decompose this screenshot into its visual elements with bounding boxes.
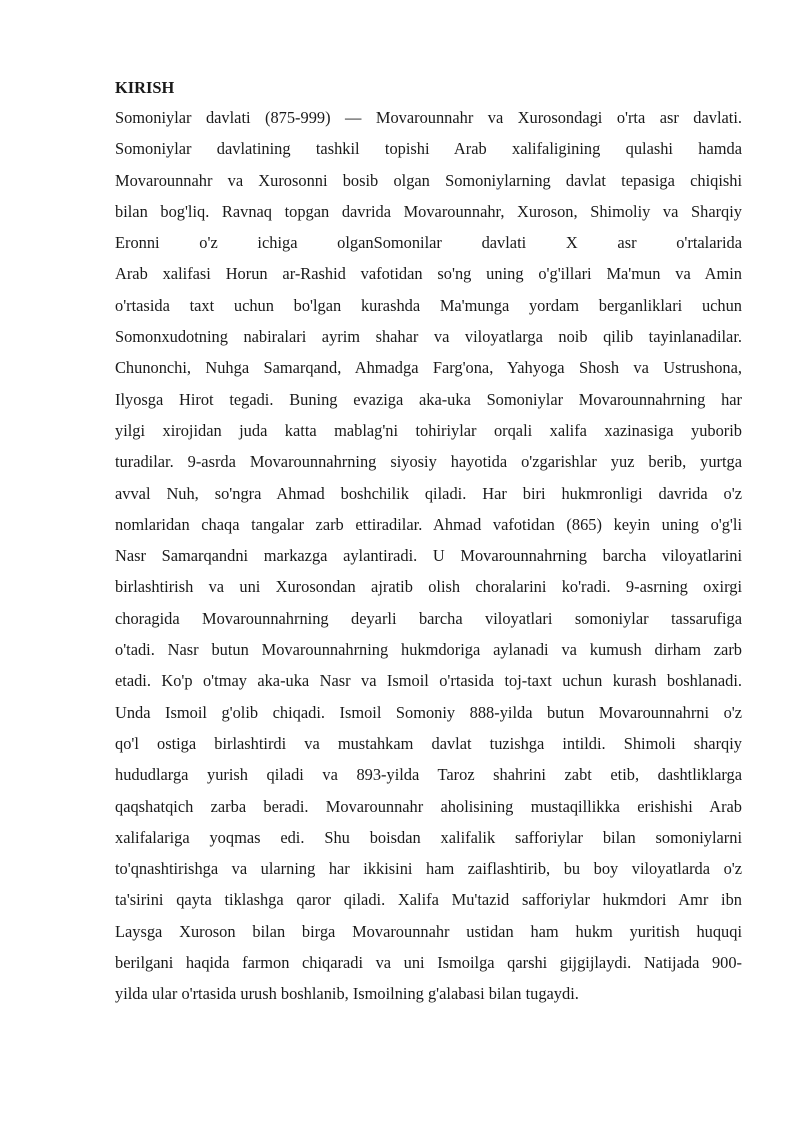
- text-line: ta'sirini qayta tiklashga qaror qiladi. Xalifa Mu'tazid safforiylar hukmdori Amr ibn: [115, 890, 742, 910]
- text-line: yilda ular o'rtasida urush boshlanib, Ismoilning g'alabasi bilan tugaydi.: [115, 984, 579, 1004]
- text-line: qaqshatqich zarba beradi. Movarounnahr aholisining mustaqillikka erishishi Arab: [115, 796, 742, 816]
- text-line: turadilar. 9-asrda Movarounnahrning siyosiy hayotida o'zgarishlar yuz berib, yurtga: [115, 452, 742, 472]
- text-line: Arab xalifasi Horun ar-Rashid vafotidan so'ng uning o'g'illari Ma'mun va Amin: [115, 264, 742, 284]
- text-line: o'rtasida taxt uchun bo'lgan kurashda Ma'munga yordam berganliklari uchun: [115, 295, 742, 315]
- document-content: [115, 76, 742, 1010]
- text-line: Unda Ismoil g'olib chiqadi. Ismoil Somoniy 888-yilda butun Movarounnahrni o'z: [115, 702, 742, 722]
- text-line: hududlarga yurish qiladi va 893-yilda Taroz shahrini zabt etib, dashtliklarga: [115, 765, 742, 785]
- text-line: to'qnashtirishga va ularning har ikkisini ham zaiflashtirib, bu boy viloyatlarda o'z: [115, 859, 742, 879]
- body-paragraph: [115, 100, 742, 1010]
- text-line: berilgani haqida farmon chiqaradi va uni Ismoilga qarshi gijgijlaydi. Natijada 900-: [115, 953, 742, 973]
- text-line: xalifalariga yoqmas edi. Shu boisdan xalifalik safforiylar bilan somoniylarni: [115, 827, 742, 847]
- text-line: Somoniylar davlatining tashkil topishi Arab xalifaligining qulashi hamda: [115, 139, 742, 159]
- text-line: avval Nuh, so'ngra Ahmad boshchilik qiladi. Har biri hukmronligi davrida o'z: [115, 483, 742, 503]
- text-line: Somonxudotning nabiralari ayrim shahar va viloyatlarga noib qilib tayinlanadilar.: [115, 327, 742, 347]
- text-line: Eronni o'z ichiga olganSomonilar davlati X asr o'rtalarida: [115, 233, 742, 253]
- text-line: Ilyosga Hirot tegadi. Buning evaziga aka-uka Somoniylar Movarounnahrning har: [115, 389, 742, 409]
- text-line: etadi. Ko'p o'tmay aka-uka Nasr va Ismoil o'rtasida toj-taxt uchun kurash boshlanadi.: [115, 671, 742, 691]
- text-line: o'tadi. Nasr butun Movarounnahrning hukmdoriga aylanadi va kumush dirham zarb: [115, 640, 742, 660]
- text-line: Chunonchi, Nuhga Samarqand, Ahmadga Farg'ona, Yahyoga Shosh va Ustrushona,: [115, 358, 742, 378]
- text-line: yilgi xirojidan juda katta mablag'ni tohiriylar orqali xalifa xazinasiga yuborib: [115, 420, 742, 440]
- text-line: qo'l ostiga birlashtirdi va mustahkam davlat tuzishga intildi. Shimoli sharqiy: [115, 733, 742, 753]
- text-line: Somoniylar davlati (875-999) — Movarounnahr va Xurosondagi o'rta asr davlati.: [115, 108, 742, 127]
- text-line: Nasr Samarqandni markazga aylantiradi. U Movarounnahrning barcha viloyatlarini: [115, 546, 742, 566]
- text-line: choragida Movarounnahrning deyarli barcha viloyatlari somoniylar tassarufiga: [115, 608, 742, 628]
- text-line: birlashtirish va uni Xurosondan ajratib olish choralarini ko'radi. 9-asrning oxirgi: [115, 577, 742, 597]
- text-line: bilan bog'liq. Ravnaq topgan davrida Movarounnahr, Xuroson, Shimoliy va Sharqiy: [115, 201, 742, 221]
- section-heading: KIRISH: [115, 78, 175, 97]
- text-line: Movarounnahr va Xurosonni bosib olgan Somoniylarning davlat tepasiga chiqishi: [115, 170, 742, 190]
- text-line: Laysga Xuroson bilan birga Movarounnahr ustidan ham hukm yuritish huquqi: [115, 921, 742, 941]
- text-line: nomlaridan chaqa tangalar zarb ettiradilar. Ahmad vafotidan (865) keyin uning o'g'li: [115, 514, 742, 534]
